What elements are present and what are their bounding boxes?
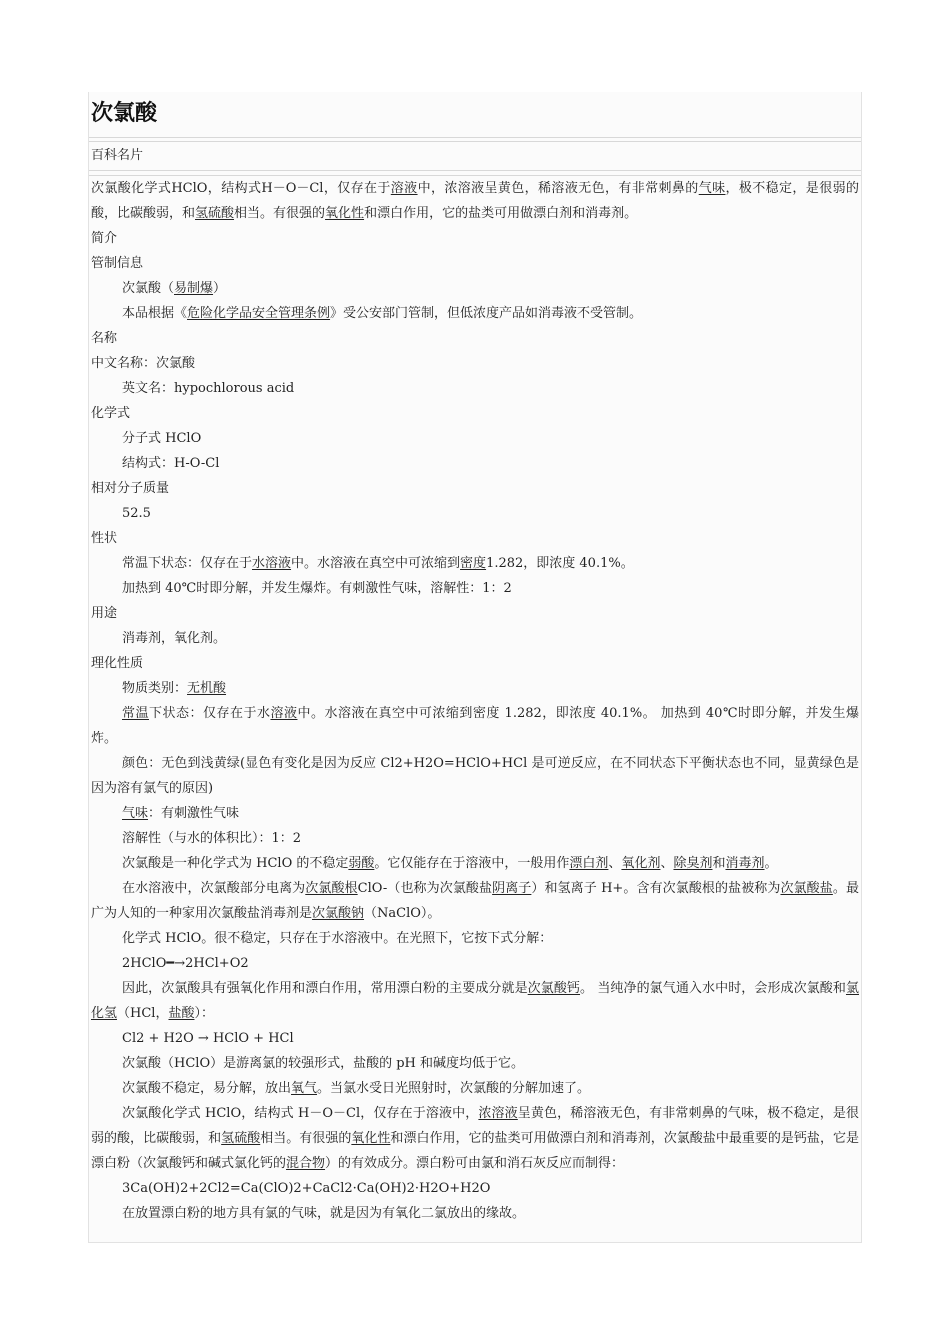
paragraph (91, 451, 859, 476)
paragraph (91, 926, 859, 951)
text-run: 、 (660, 856, 674, 871)
paragraph (91, 651, 859, 676)
wiki-link[interactable]: 漂白剂 (569, 856, 609, 871)
wiki-link[interactable]: 氢硫酸 (221, 1131, 261, 1146)
paragraph (91, 551, 859, 576)
wiki-link[interactable]: 水溶液 (252, 556, 292, 571)
paragraph (91, 1076, 859, 1101)
text-run: ）的有效成分。漂白粉可由氯和消石灰反应而制得： (325, 1156, 625, 1171)
text-run: 管制信息 (91, 256, 144, 271)
wiki-link[interactable]: 氧化剂 (621, 856, 661, 871)
paragraph (91, 476, 859, 501)
text-run: 物质类别： (122, 681, 188, 696)
article-body (89, 175, 861, 1226)
text-run: 52.5 (122, 506, 151, 521)
wiki-link[interactable]: 消毒剂 (725, 856, 765, 871)
text-run: ：有刺激性气味 (148, 806, 240, 821)
text-run: 英文名：hypochlorous acid (122, 381, 295, 396)
paragraph (91, 226, 859, 251)
paragraph (91, 601, 859, 626)
text-run: 简介 (91, 231, 118, 246)
text-run: 呈黄色，稀溶液无色，有非常刺鼻的气味，极不稳定，是很弱的酸，比碳酸弱，和 (91, 1106, 859, 1146)
document-page (88, 92, 862, 1243)
wiki-link[interactable]: 次氯酸盐 (780, 881, 833, 896)
wiki-link[interactable]: 气味 (698, 181, 726, 196)
paragraph (91, 176, 859, 226)
paragraph (91, 301, 859, 326)
wiki-link[interactable]: 除臭剂 (673, 856, 713, 871)
text-run: 常温下状态：仅存在于 (122, 556, 253, 571)
wiki-link[interactable]: 混合物 (286, 1156, 326, 1171)
paragraph (91, 701, 859, 751)
text-run: Cl2 + H2O → HClO + HCl (122, 1031, 294, 1046)
text-run: 结构式：H-O-Cl (122, 456, 220, 471)
text-run: ） (213, 281, 227, 296)
paragraph (91, 626, 859, 651)
text-run: 和 (712, 856, 726, 871)
text-run: 中，浓溶液呈黄色，稀溶液无色，有非常刺鼻的 (417, 181, 699, 196)
text-run: 。最广为人知的一种家用次氯酸盐消毒剂是 (91, 881, 859, 921)
text-run: 理化性质 (91, 656, 144, 671)
wiki-link[interactable]: 气味 (122, 806, 149, 821)
paragraph (91, 326, 859, 351)
text-run: 用途 (91, 606, 118, 621)
wiki-link[interactable]: 常温 (122, 706, 149, 721)
text-run: 中文名称：次氯酸 (91, 356, 196, 371)
text-run: 2HClO━→2HCl+O2 (122, 956, 249, 971)
text-run: ）： (194, 1006, 214, 1021)
title-bar (89, 92, 861, 138)
text-run: 次氯酸不稳定，易分解，放出 (122, 1081, 292, 1096)
paragraph (91, 426, 859, 451)
text-run: 因此，次氯酸具有强氧化作用和漂白作用，常用漂白粉的主要成分就是 (122, 981, 528, 996)
text-run: 次氯酸（ (122, 281, 175, 296)
paragraph (91, 1026, 859, 1051)
paragraph (91, 876, 859, 926)
wiki-link[interactable]: 溶液 (390, 181, 418, 196)
wiki-link[interactable]: 氧化性 (351, 1131, 391, 1146)
text-run: 中。水溶液在真空中可浓缩到密度 1.282，即浓度 40.1%。 加热到 40℃时即分解，并发生爆炸。 (91, 706, 859, 746)
text-run: 相当。有很强的 (260, 1131, 352, 1146)
paragraph (91, 1051, 859, 1076)
paragraph (91, 276, 859, 301)
wiki-link[interactable]: 阴离子 (492, 881, 532, 896)
text-run: 分子式 HClO (122, 431, 202, 446)
text-run: 》受公安部门管制，但低浓度产品如消毒液不受管制。 (330, 306, 643, 321)
text-run: 次氯酸化学式HClO，结构式H－O－Cl，仅存在于 (91, 181, 391, 196)
text-run: ，极不稳定，是很弱的酸，比碳酸弱，和 (91, 181, 859, 221)
section-header: 百科名片 (89, 141, 861, 171)
text-run: 相当。有很强的 (234, 206, 326, 221)
text-run: 名称 (91, 331, 118, 346)
wiki-link[interactable]: 弱酸 (348, 856, 375, 871)
text-run: 消毒剂，氧化剂。 (122, 631, 227, 646)
text-run: 、 (608, 856, 622, 871)
paragraph (91, 351, 859, 376)
paragraph (91, 801, 859, 826)
text-run: 在水溶液中，次氯酸部分电离为 (122, 881, 306, 896)
text-run: 中。水溶液在真空中可浓缩到 (291, 556, 461, 571)
wiki-link[interactable]: 氢硫酸 (195, 206, 235, 221)
wiki-link[interactable]: 次氯酸钠 (312, 906, 365, 921)
wiki-link[interactable]: 密度 (460, 556, 487, 571)
wiki-link[interactable]: 易制爆 (174, 281, 214, 296)
paragraph (91, 576, 859, 601)
text-run: 。当氯水受日光照射时，次氯酸的分解加速了。 (317, 1081, 591, 1096)
wiki-link[interactable]: 溶液 (270, 706, 298, 721)
text-run: 3Ca(OH)2+2Cl2=Ca(ClO)2+CaCl2·Ca(OH)2·H2O+H2O (122, 1181, 491, 1196)
text-run: 下状态：仅存在于水 (149, 706, 271, 721)
paragraph (91, 1201, 859, 1226)
paragraph (91, 976, 859, 1026)
text-run: 化学式 HClO。很不稳定，只存在于水溶液中。在光照下，它按下式分解： (122, 931, 553, 946)
wiki-link[interactable]: 氧化性 (325, 206, 365, 221)
paragraph (91, 376, 859, 401)
paragraph (91, 251, 859, 276)
paragraph (91, 501, 859, 526)
paragraph (91, 826, 859, 851)
text-run: 相对分子质量 (91, 481, 170, 496)
text-run: ClO-（也称为次氯酸盐 (357, 881, 493, 896)
text-run: 本品根据《 (122, 306, 188, 321)
text-run: （HCl， (117, 1006, 169, 1021)
text-run: 加热到 40℃时即分解，并发生爆炸。有刺激性气味，溶解性：1：2 (122, 581, 512, 596)
text-run: ）和氢离子 H+。含有次氯酸根的盐被称为 (531, 881, 781, 896)
paragraph (91, 1101, 859, 1176)
paragraph (91, 951, 859, 976)
wiki-link[interactable]: 浓溶液 (478, 1106, 518, 1121)
text-run: 。 (764, 856, 778, 871)
text-run: 次氯酸是一种化学式为 HClO 的不稳定 (122, 856, 349, 871)
page-title: 次氯酸 (91, 101, 158, 126)
text-run: 次氯酸（HClO）是游离氯的较强形式，盐酸的 pH 和碱度均低于它。 (122, 1056, 525, 1071)
text-run: 性状 (91, 531, 118, 546)
paragraph (91, 851, 859, 876)
paragraph (91, 1176, 859, 1201)
paragraph (91, 526, 859, 551)
wiki-link[interactable]: 次氯酸根 (305, 881, 358, 896)
text-run: 在放置漂白粉的地方具有氯的气味，就是因为有氧化二氯放出的缘故。 (122, 1206, 526, 1221)
text-run: 和漂白作用，它的盐类可用做漂白剂和消毒剂，次氯酸盐中最重要的是钙盐，它是漂白粉（次氯酸钙和碱式氯化钙的 (91, 1131, 859, 1171)
text-run: 化学式 (91, 406, 131, 421)
wiki-link[interactable]: 无机酸 (187, 681, 227, 696)
text-run: 颜色：无色到浅黄绿(显色有变化是因为反应 Cl2+H2O=HClO+HCl 是可逆反应，在不同状态下平衡状态也不同，显黄绿色是因为溶有氯气的原因) (91, 756, 859, 796)
paragraph (91, 751, 859, 801)
text-run: 。它仅能存在于溶液中，一般用作 (374, 856, 570, 871)
paragraph (91, 401, 859, 426)
wiki-link[interactable]: 氧气 (291, 1081, 318, 1096)
text-run: 溶解性（与水的体积比）：1：2 (122, 831, 302, 846)
paragraph (91, 676, 859, 701)
text-run: 。 当纯净的氯气通入水中时，会形成次氯酸和 (580, 981, 846, 996)
text-run: 1.282，即浓度 40.1%。 (486, 556, 634, 571)
text-run: （NaClO）。 (364, 906, 441, 921)
wiki-link[interactable]: 氯化氢 (91, 981, 859, 1021)
wiki-link[interactable]: 盐酸 (168, 1006, 195, 1021)
wiki-link[interactable]: 危险化学品安全管理条例 (187, 306, 331, 321)
wiki-link[interactable]: 次氯酸钙 (527, 981, 581, 996)
text-run: 次氯酸化学式 HClO，结构式 H－O－Cl，仅存在于溶液中， (122, 1106, 479, 1121)
text-run: 和漂白作用，它的盐类可用做漂白剂和消毒剂。 (364, 206, 638, 221)
